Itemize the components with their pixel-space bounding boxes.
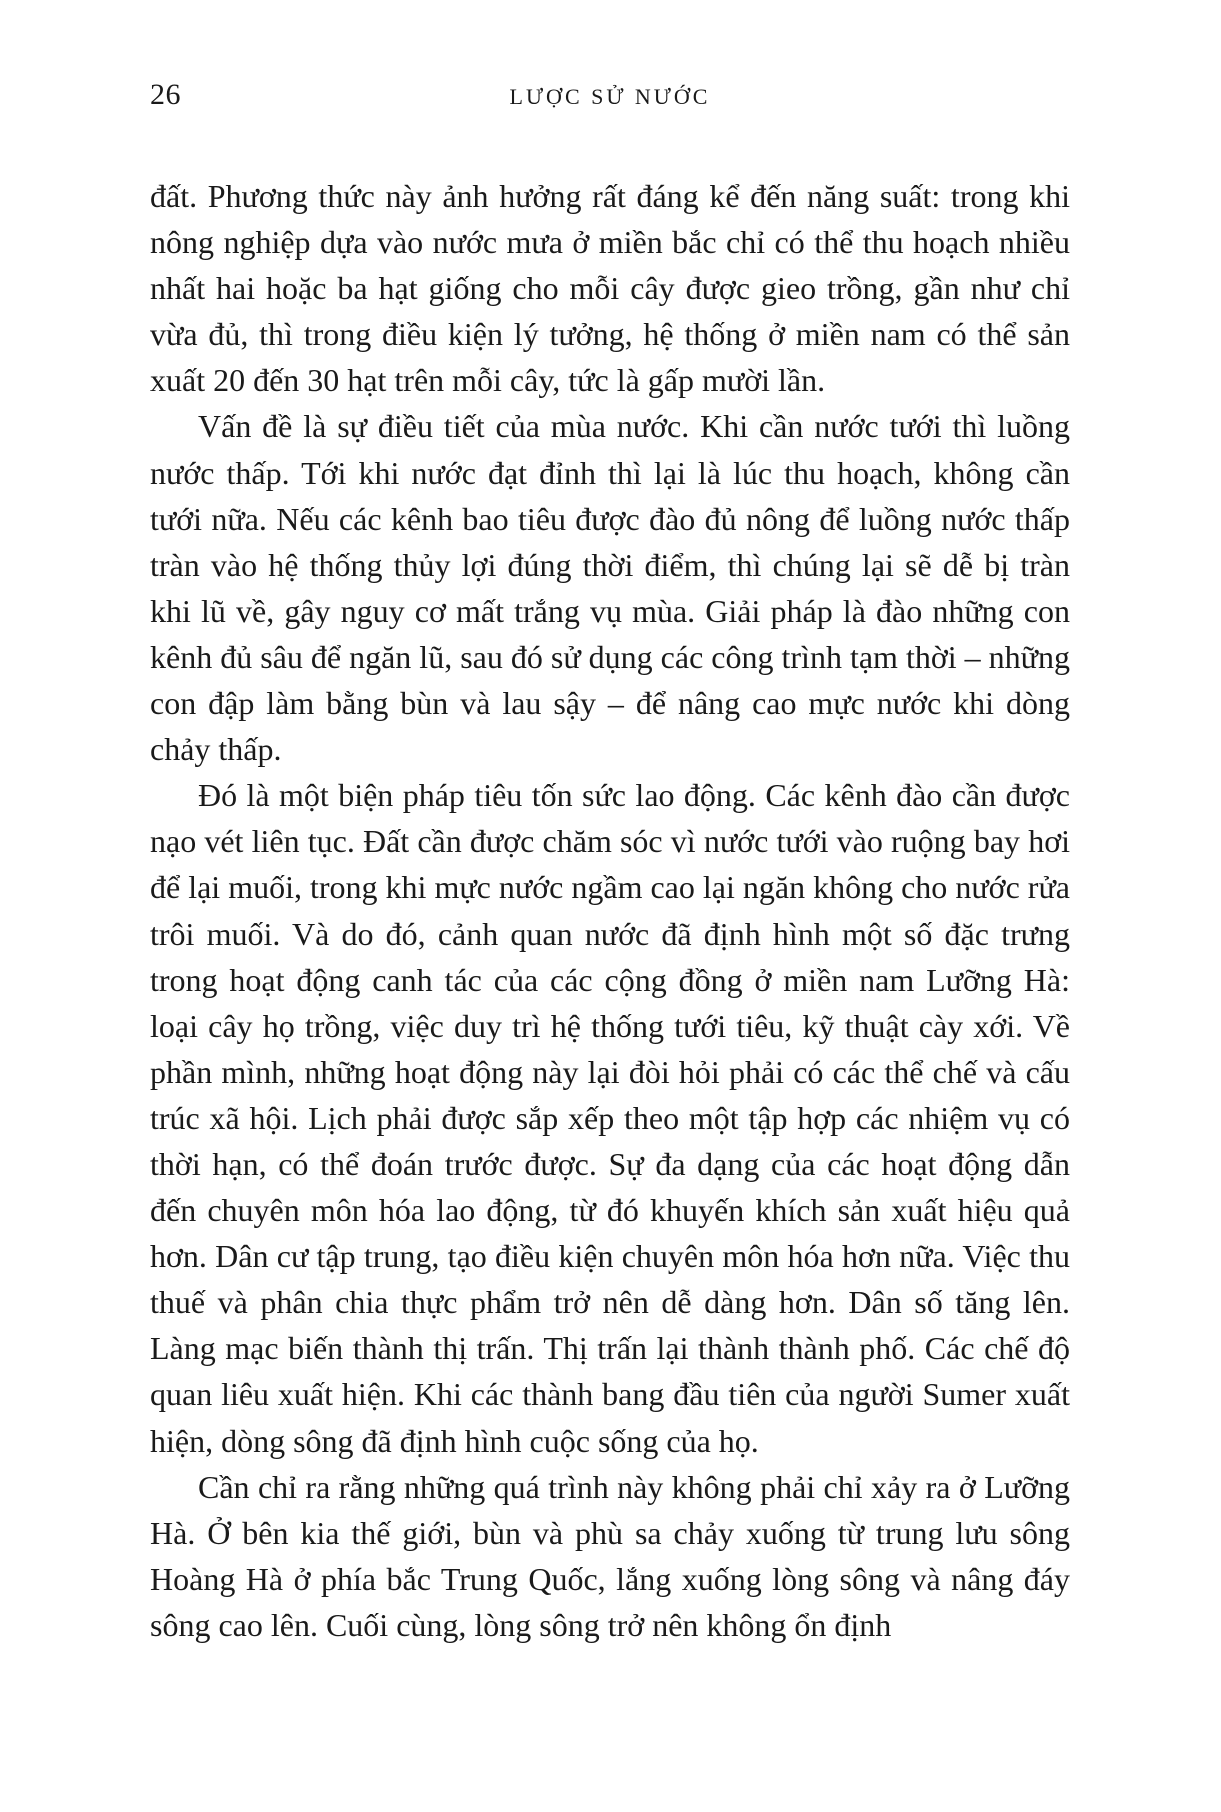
body-text bbox=[150, 173, 1070, 1648]
page-header bbox=[150, 78, 1070, 118]
running-title: LƯỢC SỬ NƯỚC bbox=[509, 84, 711, 109]
page-number: 26 bbox=[150, 78, 181, 111]
paragraph: Cần chỉ ra rằng những quá trình này không phải chỉ xảy ra ở Lưỡng Hà. Ở bên kia thế giới, bùn và phù sa chảy xuống từ trung lưu sông Hoàng Hà ở phía bắc Trung Quốc, lắng xuống lòng sông và nâng đáy sông cao lên. Cuối cùng, lòng sông trở nên không ổn định bbox=[150, 1468, 1070, 1643]
paragraph: Đó là một biện pháp tiêu tốn sức lao động. Các kênh đào cần được nạo vét liên tục. Đất cần được chăm sóc vì nước tưới vào ruộng bay hơi để lại muối, trong khi mực nước ngầm cao lại ngăn không cho nước rửa trôi muối. Và do đó, cảnh quan nước đã định hình một số đặc trưng trong hoạt động canh tác của các cộng đồng ở miền nam Lưỡng Hà: loại cây họ trồng, việc duy trì hệ thống tưới tiêu, kỹ thuật cày xới. Về phần mình, những hoạt động này lại đòi hỏi phải có các thể chế và cấu trúc xã hội. Lịch phải được sắp xếp theo một tập hợp các nhiệm vụ có thời hạn, có thể đoán trước được. Sự đa dạng của các hoạt động dẫn đến chuyên môn hóa lao động, từ đó khuyến khích sản xuất hiệu quả hơn. Dân cư tập trung, tạo điều kiện chuyên môn hóa hơn nữa. Việc thu thuế và phân chia thực phẩm trở nên dễ dàng hơn. Dân số tăng lên. Làng mạc biến thành thị trấn. Thị trấn lại thành thành phố. Các chế độ quan liêu xuất hiện. Khi các thành bang đầu tiên của người Sumer xuất hiện, dòng sông đã định hình cuộc sống của họ. bbox=[150, 777, 1070, 1459]
paragraph: Vấn đề là sự điều tiết của mùa nước. Khi cần nước tưới thì luồng nước thấp. Tới khi nước đạt đỉnh thì lại là lúc thu hoạch, không cần tưới nữa. Nếu các kênh bao tiêu được đào đủ nông để luồng nước thấp tràn vào hệ thống thủy lợi đúng thời điểm, thì chúng lại sẽ dễ bị tràn khi lũ về, gây nguy cơ mất trắng vụ mùa. Giải pháp là đào những con kênh đủ sâu để ngăn lũ, sau đó sử dụng các công trình tạm thời – những con đập làm bằng bùn và lau sậy – để nâng cao mực nước khi dòng chảy thấp. bbox=[150, 408, 1070, 768]
paragraph-continuation: đất. Phương thức này ảnh hưởng rất đáng kể đến năng suất: trong khi nông nghiệp dựa vào nước mưa ở miền bắc chỉ có thể thu hoạch nhiều nhất hai hoặc ba hạt giống cho mỗi cây được gieo trồng, gần như chỉ vừa đủ, thì trong điều kiện lý tưởng, hệ thống ở miền nam có thể sản xuất 20 đến 30 hạt trên mỗi cây, tức là gấp mười lần. bbox=[150, 178, 1070, 399]
